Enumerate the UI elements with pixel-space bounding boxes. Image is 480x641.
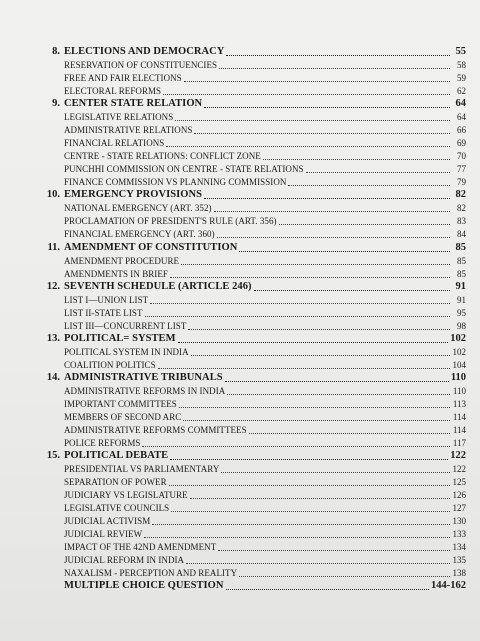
section-title: PROCLAMATION OF PRESIDENT'S RULE (ART. 356) <box>64 216 277 227</box>
page-number: 70 <box>457 151 466 162</box>
dot-leader <box>144 537 450 538</box>
page-number: 114 <box>452 411 466 422</box>
dot-leader <box>218 550 450 551</box>
section-title: JUDICIAL ACTIVISM <box>64 516 151 527</box>
section-title: POLICE REFORMS <box>64 437 141 448</box>
dot-leader <box>226 589 429 590</box>
chapter-number: 15. <box>46 450 60 461</box>
toc-line <box>64 503 466 514</box>
dot-leader <box>184 81 450 82</box>
dot-leader <box>194 133 450 134</box>
dot-leader <box>170 459 448 460</box>
dot-leader <box>163 94 450 95</box>
toc-entry-row <box>0 59 480 72</box>
toc-entry-row <box>0 502 480 515</box>
toc-entry-row <box>0 111 480 124</box>
toc-line <box>64 216 466 227</box>
toc-line <box>64 580 466 592</box>
page-number: 98 <box>457 320 466 331</box>
page-number: 117 <box>452 437 466 448</box>
page-number: 102 <box>450 332 466 344</box>
dot-leader <box>288 185 450 186</box>
toc-line <box>64 347 466 358</box>
toc-line <box>64 360 466 371</box>
page-number: 125 <box>452 477 466 488</box>
page-number: 130 <box>452 516 466 527</box>
toc-line <box>64 295 466 306</box>
toc-entry-row <box>0 346 480 359</box>
toc-line <box>64 372 466 384</box>
dot-leader <box>179 407 450 408</box>
table-of-contents <box>0 46 480 593</box>
toc-line <box>64 86 466 97</box>
page-number: 126 <box>452 490 466 501</box>
section-title: ADMINISTRATIVE RELATIONS <box>64 125 193 136</box>
dot-leader <box>171 511 450 512</box>
toc-entry-row <box>0 398 480 411</box>
toc-entry-row <box>0 515 480 528</box>
toc-line <box>64 125 466 136</box>
page-number: 66 <box>457 125 466 136</box>
toc-line <box>64 529 466 540</box>
toc-chapter-row <box>0 281 480 294</box>
page-number: 91 <box>457 294 466 305</box>
dot-leader <box>227 394 450 395</box>
toc-entry-row <box>0 307 480 320</box>
section-title: IMPORTANT COMMITTEES <box>64 398 177 409</box>
page-number: 91 <box>455 280 466 292</box>
toc-line <box>64 464 466 475</box>
toc-entry-row <box>0 476 480 489</box>
section-title: IMPACT OF THE 42ND AMENDMENT <box>64 542 217 553</box>
dot-leader <box>214 211 450 212</box>
toc-line <box>64 568 466 579</box>
section-title: AMENDMENTS IN BRIEF <box>64 268 168 279</box>
toc-line <box>64 242 466 254</box>
toc-entry-row <box>0 202 480 215</box>
section-title: ADMINISTRATIVE REFORMS COMMITTEES <box>64 424 247 435</box>
toc-line <box>64 308 466 319</box>
toc-entry-row <box>0 163 480 176</box>
page-number: 64 <box>457 112 466 123</box>
section-title: ELECTORAL REFORMS <box>64 86 162 97</box>
section-title: POLITICAL SYSTEM IN INDIA <box>64 346 189 357</box>
dot-leader <box>204 107 450 108</box>
toc-line <box>64 399 466 410</box>
dot-leader <box>191 355 450 356</box>
dot-leader <box>219 68 450 69</box>
chapter-number: 8. <box>52 46 60 58</box>
dot-leader <box>279 224 450 225</box>
section-title: NATIONAL EMERGENCY (ART. 352) <box>64 203 212 214</box>
toc-line <box>64 412 466 423</box>
dot-leader <box>190 498 450 499</box>
dot-leader <box>188 329 450 330</box>
dot-leader <box>181 264 450 265</box>
toc-line <box>64 477 466 488</box>
page-number: 104 <box>452 359 466 370</box>
dot-leader <box>186 563 450 564</box>
dot-leader <box>226 55 450 56</box>
toc-line <box>64 203 466 214</box>
dot-leader <box>150 303 450 304</box>
toc-entry-row <box>0 294 480 307</box>
dot-leader <box>221 472 450 473</box>
page-number: 127 <box>452 503 466 514</box>
toc-entry-row <box>0 554 480 567</box>
section-title: ADMINISTRATIVE REFORMS IN INDIA <box>64 385 226 396</box>
toc-line <box>64 46 466 58</box>
page-number: 82 <box>457 203 466 214</box>
chapter-title: POLITICAL DEBATE <box>64 450 169 461</box>
section-title: PUNCHHI COMMISSION ON CENTRE - STATE RELATIONS <box>64 164 304 175</box>
chapter-title: AMENDMENT OF CONSTITUTION <box>64 241 238 253</box>
toc-entry-row <box>0 85 480 98</box>
toc-line <box>64 450 466 462</box>
dot-leader <box>166 146 450 147</box>
toc-entry-row <box>0 385 480 398</box>
toc-line <box>64 60 466 71</box>
toc-entry-row <box>0 528 480 541</box>
page-number: 114 <box>452 424 466 435</box>
toc-line <box>64 386 466 397</box>
page-number: 85 <box>457 268 466 279</box>
section-title: FREE AND FAIR ELECTIONS <box>64 73 182 84</box>
toc-chapter-row <box>0 241 480 254</box>
toc-entry-row <box>0 150 480 163</box>
page-number: 122 <box>450 450 466 461</box>
chapter-title: EMERGENCY PROVISIONS <box>64 189 203 201</box>
page-number: 77 <box>457 164 466 175</box>
page-number: 138 <box>452 568 466 579</box>
dot-leader <box>145 316 450 317</box>
page-number: 69 <box>457 138 466 149</box>
chapter-number: 14. <box>46 371 60 383</box>
section-title: FINANCE COMMISSION VS PLANNING COMMISSION <box>64 177 287 188</box>
section-title: FINANCIAL RELATIONS <box>64 138 165 149</box>
section-title: COALITION POLITICS <box>64 359 156 370</box>
dot-leader <box>239 576 450 577</box>
section-title: PRESIDENTIAL VS PARLIAMENTARY <box>64 464 220 475</box>
page-number: 135 <box>452 555 466 566</box>
toc-entry-row <box>0 268 480 281</box>
dot-leader <box>158 368 450 369</box>
toc-line <box>64 189 466 201</box>
page-number: 64 <box>455 98 466 110</box>
section-title: NAXALISM - PERCEPTION AND REALITY <box>64 568 238 579</box>
toc-chapter-row <box>0 98 480 111</box>
section-title: LIST II-STATE LIST <box>64 307 143 318</box>
page-number: 134 <box>452 542 466 553</box>
chapter-title: ADMINISTRATIVE TRIBUNALS <box>64 371 223 383</box>
section-title: JUDICIAL REVIEW <box>64 529 143 540</box>
page-number: 55 <box>455 46 466 58</box>
toc-line <box>64 151 466 162</box>
dot-leader <box>239 251 450 252</box>
toc-chapter-row <box>0 580 480 593</box>
section-title: LIST I—UNION LIST <box>64 294 149 305</box>
toc-entry-row <box>0 176 480 189</box>
dot-leader <box>254 290 450 291</box>
page-number: 85 <box>455 241 466 253</box>
toc-chapter-row <box>0 372 480 385</box>
page-number: 84 <box>457 229 466 240</box>
toc-entry-row <box>0 255 480 268</box>
toc-line <box>64 256 466 267</box>
page-number: 133 <box>452 529 466 540</box>
toc-line <box>64 98 466 110</box>
dot-leader <box>152 524 450 525</box>
toc-chapter-row <box>0 333 480 346</box>
dot-leader <box>217 237 450 238</box>
toc-line <box>64 112 466 123</box>
chapter-title: MULTIPLE CHOICE QUESTION <box>64 580 224 592</box>
toc-chapter-row <box>0 450 480 463</box>
toc-line <box>64 269 466 280</box>
page-number: 62 <box>457 86 466 97</box>
dot-leader <box>170 277 450 278</box>
page-number: 59 <box>457 73 466 84</box>
section-title: JUDICIAL REFORM IN INDIA <box>64 555 185 566</box>
page-number: 85 <box>457 255 466 266</box>
section-title: RESERVATION OF CONSTITUENCIES <box>64 60 218 71</box>
toc-entry-row <box>0 567 480 580</box>
toc-entry-row <box>0 541 480 554</box>
page-number: 58 <box>457 60 466 71</box>
toc-line <box>64 281 466 293</box>
page-number: 102 <box>452 346 466 357</box>
chapter-number: 13. <box>46 332 60 344</box>
toc-line <box>64 425 466 436</box>
toc-entry-row <box>0 411 480 424</box>
toc-chapter-row <box>0 189 480 202</box>
toc-entry-row <box>0 137 480 150</box>
section-title: SEPARATION OF POWER <box>64 477 167 488</box>
page-number: 79 <box>457 177 466 188</box>
toc-entry-row <box>0 489 480 502</box>
section-title: AMENDMENT PROCEDURE <box>64 255 180 266</box>
dot-leader <box>142 446 450 447</box>
section-title: LEGISLATIVE RELATIONS <box>64 112 174 123</box>
dot-leader <box>183 420 450 421</box>
page-number: 110 <box>450 371 466 383</box>
toc-entry-row <box>0 72 480 85</box>
chapter-title: CENTER STATE RELATION <box>64 98 203 110</box>
section-title: LIST III—CONCURRENT LIST <box>64 320 187 331</box>
toc-entry-row <box>0 215 480 228</box>
page-number: 95 <box>457 307 466 318</box>
page-number: 82 <box>455 189 466 201</box>
toc-line <box>64 164 466 175</box>
dot-leader <box>178 342 449 343</box>
dot-leader <box>169 485 450 486</box>
toc-entry-row <box>0 463 480 476</box>
toc-entry-row <box>0 320 480 333</box>
dot-leader <box>204 198 450 199</box>
chapter-title: ELECTIONS AND DEMOCRACY <box>64 46 225 58</box>
toc-line <box>64 138 466 149</box>
toc-line <box>64 438 466 449</box>
toc-line <box>64 555 466 566</box>
toc-line <box>64 73 466 84</box>
chapter-number: 9. <box>52 98 60 110</box>
toc-line <box>64 177 466 188</box>
toc-line <box>64 333 466 345</box>
chapter-number: 11. <box>47 241 60 253</box>
toc-line <box>64 321 466 332</box>
dot-leader <box>263 159 450 160</box>
toc-entry-row <box>0 424 480 437</box>
chapter-number: 10. <box>46 189 60 201</box>
page-number: 83 <box>457 216 466 227</box>
toc-line <box>64 542 466 553</box>
section-title: MEMBERS OF SECOND ARC <box>64 411 182 422</box>
toc-chapter-row <box>0 46 480 59</box>
page-number: 110 <box>452 385 466 396</box>
toc-line <box>64 490 466 501</box>
dot-leader <box>306 172 450 173</box>
toc-line <box>64 516 466 527</box>
section-title: FINANCIAL EMERGENCY (ART. 360) <box>64 229 215 240</box>
chapter-title: SEVENTH SCHEDULE (ARTICLE 246) <box>64 280 252 292</box>
page-number: 113 <box>452 398 466 409</box>
toc-entry-row <box>0 124 480 137</box>
chapter-title: POLITICAL= SYSTEM <box>64 332 176 344</box>
toc-entry-row <box>0 228 480 241</box>
section-title: LEGISLATIVE COUNCILS <box>64 503 170 514</box>
toc-entry-row <box>0 437 480 450</box>
page-number: 144-162 <box>431 580 466 592</box>
dot-leader <box>225 381 449 382</box>
dot-leader <box>249 433 450 434</box>
dot-leader <box>175 120 450 121</box>
section-title: CENTRE - STATE RELATIONS: CONFLICT ZONE <box>64 151 261 162</box>
toc-entry-row <box>0 359 480 372</box>
toc-line <box>64 229 466 240</box>
section-title: JUDICIARY VS LEGISLATURE <box>64 490 188 501</box>
chapter-number: 12. <box>46 280 60 292</box>
page-number: 122 <box>452 464 466 475</box>
